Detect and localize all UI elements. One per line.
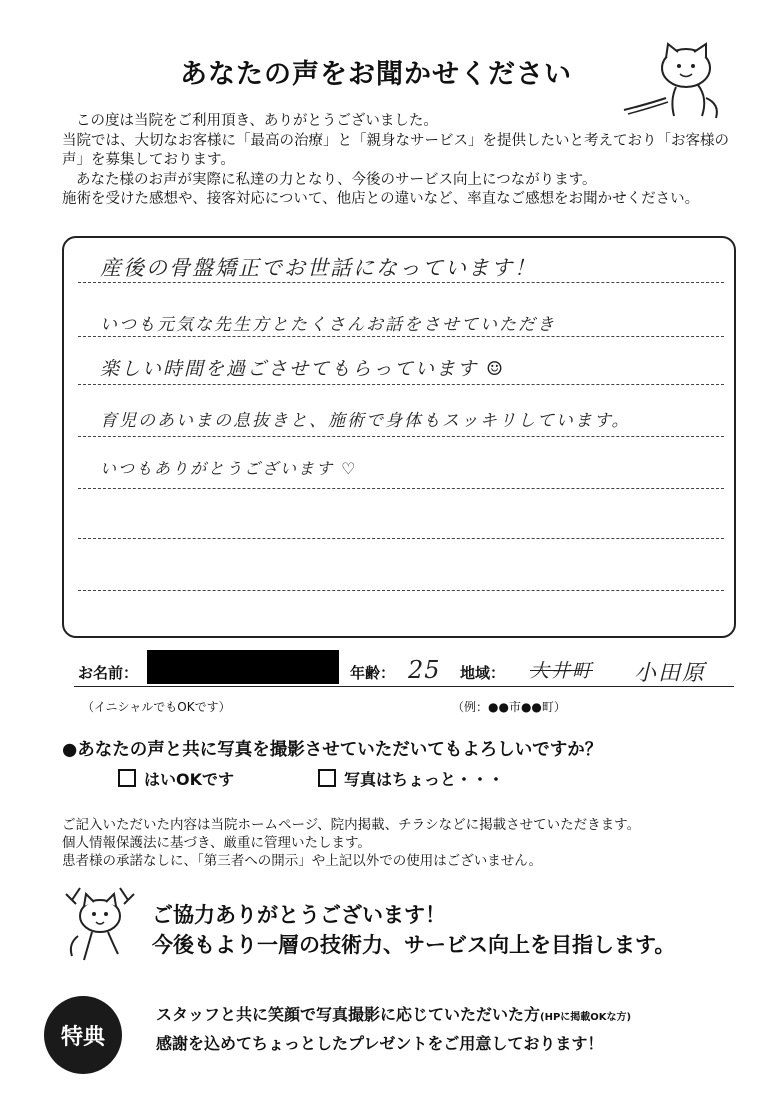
option-no-label: 写真はちょっと・・・ [344, 770, 505, 789]
comment-box [62, 236, 736, 638]
perk-line: 感謝を込めてちょっとしたプレゼントをご用意しております！ [156, 1034, 604, 1053]
intro-text [62, 112, 742, 210]
notice-line: 個人情報保護法に基づき、厳重に管理いたします。 [62, 835, 371, 851]
comment-line: 産後の骨盤矯正でお世話になっています！ [100, 256, 537, 280]
perk-line: スタッフと共に笑顔で写真撮影に応じていただいた方 [156, 1005, 541, 1024]
region-struck: 大井町 [530, 660, 594, 682]
intro-line: 施術を受けた感想や、接客対応について、他店との違いなど、率直なご感想をお聞かせください。 [62, 191, 700, 207]
age-value: 25 [408, 656, 441, 684]
checkbox-yes[interactable] [118, 769, 136, 787]
comment-line: 育児のあいまの息抜きと、施術で身体もスッキリしています。 [100, 411, 631, 431]
dancing-cat-icon [58, 884, 144, 968]
checkbox-no[interactable] [318, 769, 336, 787]
option-no[interactable] [318, 767, 504, 790]
region-note: （例：●●市●●町） [452, 700, 566, 714]
comment-line: 楽しい時間を過ごさせてもらっています ☺ [100, 358, 506, 380]
intro-line: あなた様のお声が実際に私達の力となり、今後のサービス向上につながります。 [76, 171, 597, 188]
notice-line: 患者様の承諾なしに、「第三者への開示」や上記以外での使用はございません。 [62, 853, 543, 869]
ruled-line [78, 436, 724, 437]
intro-line: この度は当院をご利用頂き、ありがとうございました。 [76, 113, 438, 129]
ruled-line [78, 488, 724, 489]
cat-mascot-icon [618, 38, 730, 122]
notice-line: ご記入いただいた内容は当院ホームページ、院内掲載、チラシなどに掲載させていただきます。 [62, 817, 641, 833]
signature-line [74, 686, 734, 687]
age-label: 年齢： [350, 664, 396, 682]
page-title: あなたの声をお聞かせください [180, 59, 572, 90]
ruled-line [78, 590, 724, 591]
photo-question: ●あなたの声と共に写真を撮影させていただいてもよろしいですか？ [62, 740, 603, 760]
option-yes[interactable] [118, 767, 234, 790]
comment-line: いつも元気な先生方とたくさんお話をさせていただき [100, 315, 556, 335]
region-label: 地域： [460, 664, 506, 682]
region-value: 小田原 [634, 661, 707, 686]
comment-line: いつもありがとうございます ♡ [100, 459, 358, 478]
privacy-notice [62, 816, 640, 870]
name-redacted [147, 650, 339, 684]
option-yes-label: はいOKです [144, 770, 235, 789]
perk-badge: 特典 [44, 996, 122, 1074]
thanks-line: ご協力ありがとうございます！ [152, 903, 446, 927]
name-label: お名前： [78, 664, 139, 682]
ruled-line [78, 384, 724, 385]
intro-line: 当院では、大切なお客様に「最高の治療」と「親身なサービス」を提供したいと考えており「お客様の声」を募集しております。 [62, 132, 729, 168]
ruled-line [78, 538, 724, 539]
thanks-message [152, 900, 675, 960]
perk-note: (HPに掲載OKな方) [540, 1012, 632, 1023]
ruled-line [78, 282, 724, 283]
thanks-line: 今後もより一層の技術力、サービス向上を目指します。 [152, 933, 676, 957]
ruled-line [78, 336, 724, 337]
perk-text [156, 1002, 631, 1057]
name-note: （イニシャルでもOKです） [82, 700, 231, 714]
